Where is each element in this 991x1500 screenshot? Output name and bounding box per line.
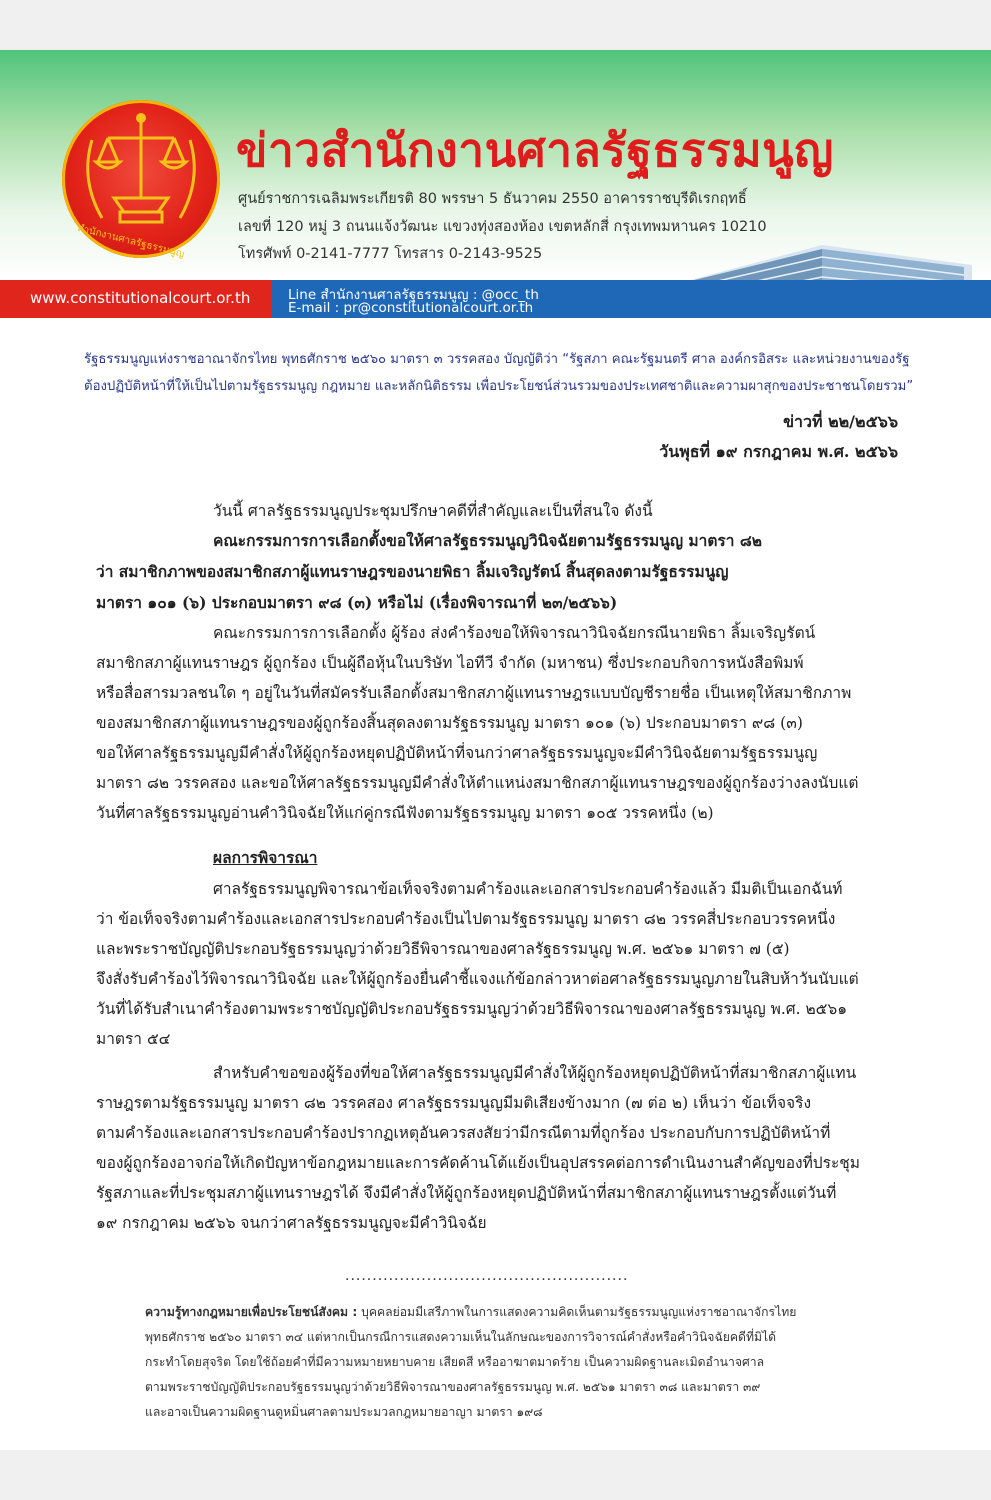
email-contact[interactable]: E-mail : pr@constitutionalcourt.or.th — [288, 300, 534, 316]
footnote-line-1 — [145, 1303, 796, 1322]
case-title-line: มาตรา ๑๐๑ (๖) ประกอบมาตรา ๙๘ (๓) หรือไม่ (เรื่องพิจารณาที่ ๒๓/๒๕๖๖) — [96, 593, 618, 612]
paragraph-line: จึงสั่งรับคำร้องไว้พิจารณาวินิจฉัย และให้ผู้ถูกร้องยื่นคำชี้แจงแก้ข้อกล่าวหาต่อศาลรัฐธรรมนูญภายในสิบห้าวันนับแต่ — [96, 970, 859, 988]
paragraph-line: สมาชิกสภาผู้แทนราษฎร ผู้ถูกร้อง เป็นผู้ถือหุ้นในบริษัท ไอทีวี จำกัด (มหาชน) ซึ่งประกอบกิจการหนังสือพิมพ์ — [96, 654, 804, 672]
paragraph-line: ขอให้ศาลรัฐธรรมนูญมีคำสั่งให้ผู้ถูกร้องหยุดปฏิบัติหน้าที่จนกว่าศาลรัฐธรรมนูญจะมีคำวินิจฉัยตามรัฐธรรมนูญ — [96, 744, 818, 762]
paragraph-line: ราษฎรตามรัฐธรรมนูญ มาตรา ๘๒ วรรคสอง ศาลรัฐธรรมนูญมีมติเสียงข้างมาก (๗ ต่อ ๒) เห็นว่า ข้อเท็จจริง — [96, 1094, 812, 1112]
result-heading: ผลการพิจารณา — [213, 848, 318, 867]
website-link[interactable]: www.constitutionalcourt.or.th — [30, 289, 251, 307]
paragraph-line: ตามคำร้องและเอกสารประกอบคำร้องปรากฏเหตุอันควรสงสัยว่ามีกรณีตามที่ถูกร้อง ประกอบกับการปฏิบัติหน้าที่ — [96, 1124, 831, 1142]
footnote-text: บุคคลย่อมมีเสรีภาพในการแสดงความคิดเห็นตามรัฐธรรมนูญแห่งราชอาณาจักรไทย — [361, 1305, 797, 1319]
paragraph-line: มาตรา ๕๔ — [96, 1030, 171, 1048]
paragraph-line: ว่า ข้อเท็จจริงตามคำร้องและเอกสารประกอบคำร้องเป็นไปตามรัฐธรรมนูญ มาตรา ๘๒ วรรคสี่ประกอบวรรคหนึ่ง — [96, 910, 836, 928]
address-line-1: ศูนย์ราชการเฉลิมพระเกียรติ 80 พรรษา 5 ธันวาคม 2550 อาคารราชบุรีดิเรกฤทธิ์ — [238, 191, 747, 207]
footnote-line-3: กระทำโดยสุจริต โดยใช้ถ้อยคำที่มีความหมายหยาบคาย เสียดสี หรืออาฆาตมาดร้าย เป็นความผิดฐานละเมิดอำนาจศาล — [145, 1355, 765, 1369]
address-line-2: เลขที่ 120 หมู่ 3 ถนนแจ้งวัฒนะ แขวงทุ่งสองห้อง เขตหลักสี่ กรุงเทพมหานคร 10210 — [238, 219, 767, 235]
footnote-line-5: และอาจเป็นความผิดฐานดูหมิ่นศาลตามประมวลกฎหมายอาญา มาตรา ๑๙๘ — [145, 1405, 543, 1419]
constitution-quote-line-2: ต้องปฏิบัติหน้าที่ให้เป็นไปตามรัฐธรรมนูญ กฎหมาย และหลักนิติธรรม เพื่อประโยชน์ส่วนรวมของประเทศชาติและความผาสุกของประชาชนโดยรวม” — [84, 379, 914, 394]
case-title-line: คณะกรรมการการเลือกตั้งขอให้ศาลรัฐธรรมนูญวินิจฉัยตามรัฐธรรมนูญ มาตรา ๘๒ — [213, 531, 763, 550]
paragraph-line: และพระราชบัญญัติประกอบรัฐธรรมนูญว่าด้วยวิธีพิจารณาของศาลรัฐธรรมนูญ พ.ศ. ๒๕๖๑ มาตรา ๗ (๕) — [96, 940, 790, 958]
paragraph-line: สำหรับคำขอของผู้ร้องที่ขอให้ศาลรัฐธรรมนูญมีคำสั่งให้ผู้ถูกร้องหยุดปฏิบัติหน้าที่สมาชิกสภาผู้แทน — [213, 1064, 857, 1082]
news-date: วันพุธที่ ๑๙ กรกฎาคม พ.ศ. ๒๕๖๖ — [659, 442, 898, 461]
intro-text: วันนี้ ศาลรัฐธรรมนูญประชุมปรึกษาคดีที่สำคัญและเป็นที่สนใจ ดังนี้ — [213, 502, 653, 520]
paragraph-line: วันที่ศาลรัฐธรรมนูญอ่านคำวินิจฉัยให้แก่คู่กรณีฟังตามรัฐธรรมนูญ มาตรา ๑๐๕ วรรคหนึ่ง (๒) — [96, 804, 714, 822]
document-page — [0, 50, 991, 1450]
phone-fax-line: โทรศัพท์ 0-2141-7777 โทรสาร 0-2143-9525 — [238, 246, 543, 262]
paragraph-line: ๑๙ กรกฎาคม ๒๕๖๖ จนกว่าศาลรัฐธรรมนูญจะมีคำวินิจฉัย — [96, 1214, 487, 1232]
paragraph-line: คณะกรรมการการเลือกตั้ง ผู้ร้อง ส่งคำร้องขอให้พิจารณาวินิจฉัยกรณีนายพิธา ลิ้มเจริญรัตน์ — [213, 624, 816, 642]
paragraph-line: รัฐสภาและที่ประชุมสภาผู้แทนราษฎรได้ จึงมีคำสั่งให้ผู้ถูกร้องหยุดปฏิบัติหน้าที่สมาชิกสภาผู้แทนราษฎรตั้งแต่วันที่ — [96, 1184, 837, 1202]
seal-caption: สำนักงานศาลรัฐธรรมนูญ — [76, 222, 186, 261]
paragraph-line: ของสมาชิกสภาผู้แทนราษฎรของผู้ถูกร้องสิ้นสุดลงตามรัฐธรรมนูญ มาตรา ๑๐๑ (๖) ประกอบมาตรา ๙๘ (๓) — [96, 714, 803, 732]
paragraph-line: ของผู้ถูกร้องอาจก่อให้เกิดปัญหาข้อกฎหมายและการคัดค้านโต้แย้งเป็นอุปสรรคต่อการดำเนินงานสำคัญของที่ประชุม — [96, 1154, 861, 1172]
news-number: ข่าวที่ ๒๒/๒๕๖๖ — [783, 412, 898, 431]
footnote-line-4: ตามพระราชบัญญัติประกอบรัฐธรรมนูญว่าด้วยวิธีพิจารณาของศาลรัฐธรรมนูญ พ.ศ. ๒๕๖๑ มาตรา ๓๘ และมาตรา ๓๙ — [145, 1380, 761, 1394]
paragraph-line: มาตรา ๘๒ วรรคสอง และขอให้ศาลรัฐธรรมนูญมีคำสั่งให้ตำแหน่งสมาชิกสภาผู้แทนราษฎรของผู้ถูกร้องว่างลงนับแต่ — [96, 774, 859, 792]
line-contact[interactable]: Line สำนักงานศาลรัฐธรรมนูญ : @occ_th — [288, 287, 539, 303]
footnote-line-2: พุทธศักราช ๒๕๖๐ มาตรา ๓๔ แต่หากเป็นกรณีการแสดงความเห็นในลักษณะของการวิจารณ์คำสั่งหรือคำวินิจฉัยคดีที่มิได้ — [145, 1330, 777, 1344]
constitution-quote-line-1: รัฐธรรมนูญแห่งราชอาณาจักรไทย พุทธศักราช ๒๕๖๐ มาตรา ๓ วรรคสอง บัญญัติว่า “รัฐสภา คณะรัฐมนตรี ศาล องค์กรอิสระ และหน่วยงานของรัฐ — [84, 352, 910, 367]
footnote-label: ความรู้ทางกฎหมายเพื่อประโยชน์สังคม : — [145, 1305, 358, 1319]
paragraph-line: หรือสื่อสารมวลชนใด ๆ อยู่ในวันที่สมัครรับเลือกตั้งสมาชิกสภาผู้แทนราษฎรแบบบัญชีรายชื่อ เป็นเหตุให้สมาชิกภาพ — [96, 684, 852, 702]
paragraph-line: วันที่ได้รับสำเนาคำร้องตามพระราชบัญญัติประกอบรัฐธรรมนูญว่าด้วยวิธีพิจารณาของศาลรัฐธรรมนูญ พ.ศ. ๒๕๖๑ — [96, 1000, 848, 1018]
paragraph-line: ศาลรัฐธรรมนูญพิจารณาข้อเท็จจริงตามคำร้องและเอกสารประกอบคำร้องแล้ว มีมติเป็นเอกฉันท์ — [213, 880, 843, 898]
page-title: ข่าวสำนักงานศาลรัฐธรรมนูญ — [236, 123, 834, 177]
separator: .................................................... — [345, 1268, 629, 1284]
case-title-line: ว่า สมาชิกภาพของสมาชิกสภาผู้แทนราษฎรของนายพิธา ลิ้มเจริญรัตน์ สิ้นสุดลงตามรัฐธรรมนูญ — [96, 562, 729, 581]
